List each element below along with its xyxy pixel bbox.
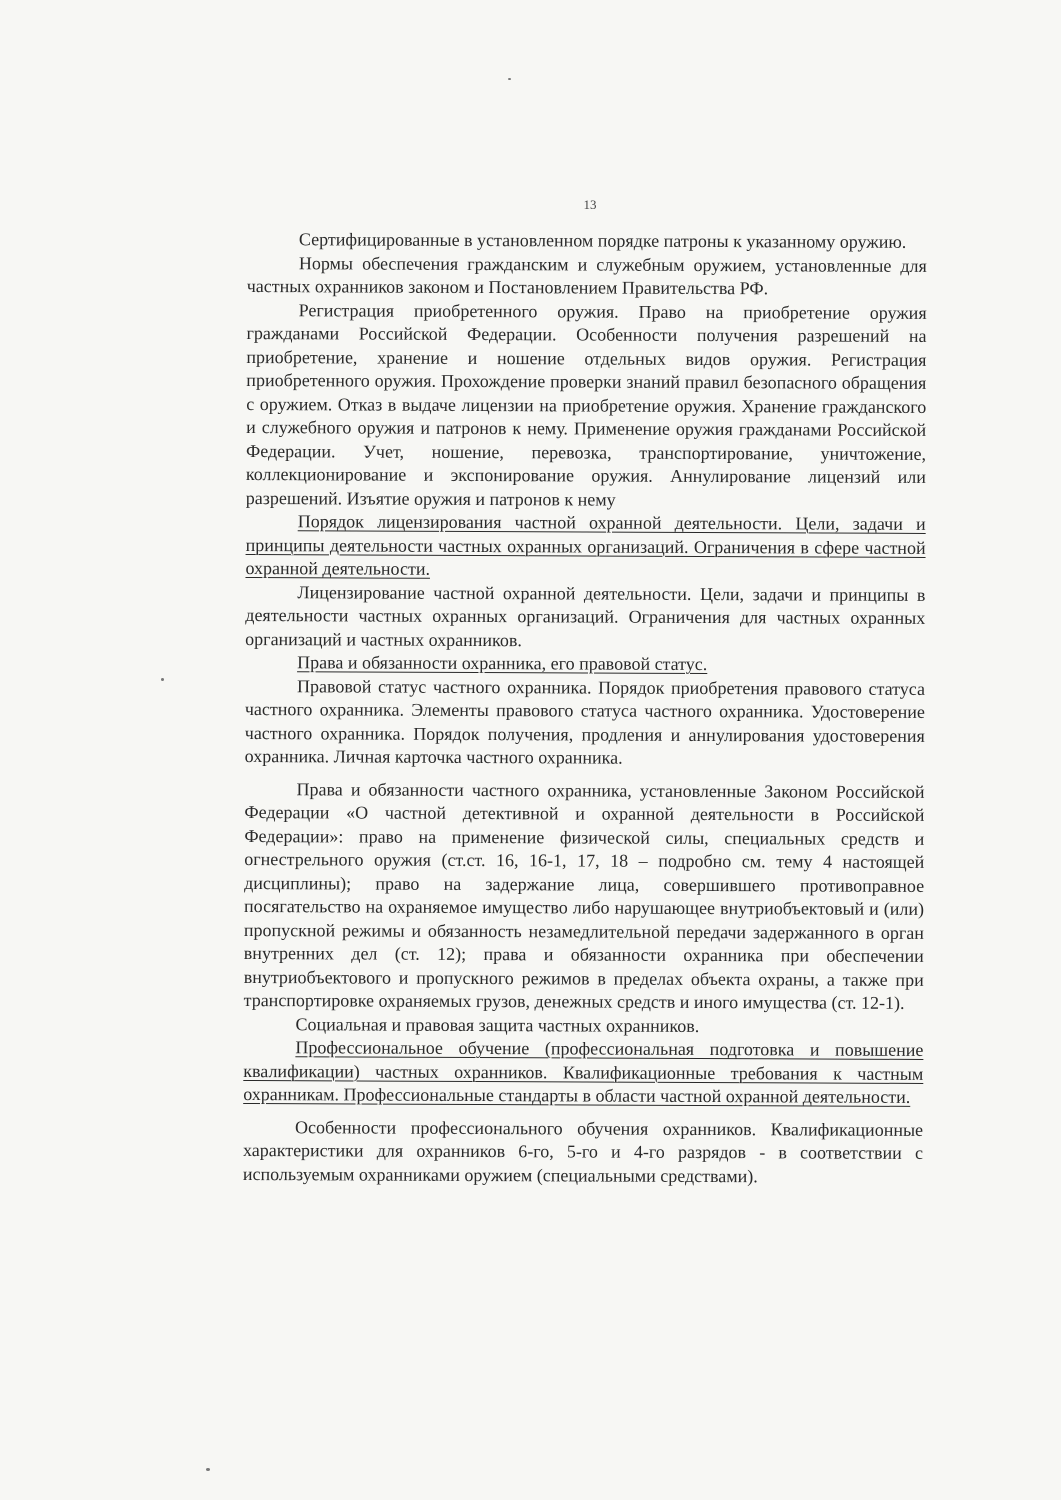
paragraph-legal-status: Правовой статус частного охранника. Порядок приобретения правового статуса частного охранника. Элементы правового статуса частного охранника. Удостоверение частного охранника. Порядок получения, продления и аннулирования удостоверения охранника. Личная карточка частного охранника. — [244, 675, 926, 768]
scan-speck — [508, 78, 511, 80]
scan-speck — [161, 678, 164, 681]
page-number: 13 — [583, 197, 597, 212]
topic-heading-licensing: Порядок лицензирования частной охранной деятельности. Цели, задачи и принципы деятельности частных охранных организаций. Ограничения в сфере частной охранной деятельности. — [245, 511, 926, 579]
paragraph-cartridges: Сертифицированные в установленном порядке патроны к указанному оружию. — [298, 229, 907, 252]
paragraph-weapon-norms: Нормы обеспечения гражданским и служебным оружием, установленные для частных охранников законом и Постановлением Правительства РФ. — [246, 252, 927, 299]
paragraph-training: Особенности профессионального обучения охранников. Квалификационные характеристики для охранников 6-го, 5-го и 4-го разрядов - в соответствии с используемым охранниками оружием (специальными средствами). — [242, 1116, 924, 1186]
scan-speck — [206, 1468, 210, 1471]
paragraph-licensing: Лицензирование частной охранной деятельности. Цели, задачи и принципы в деятельности частных охранных организаций. Ограничения для частных охранных организаций и частных охранников. — [245, 581, 926, 650]
paragraph-weapon-registration: Регистрация приобретенного оружия. Право на приобретение оружия гражданами Российской Федерации. Особенности получения разрешений на приобретение, хранение и ношение отдельных видов оружия. Регистрация приобретенного оружия. Прохождение проверки знаний правил безопасного обращения с оружием. Отказ в выдаче лицензии на приобретение оружия. Хранение гражданского и служебного оружия и патронов к нему. Применение оружия гражданами Российской Федерации. Учет, ношение, перевозка, транспортирование, уничтожение, коллекционирование и экспонирование оружия. Аннулирование лицензий или разрешений. Изъятие оружия и патронов к нему — [245, 299, 927, 510]
topic-heading-training: Профессиональное обучение (профессиональная подготовка и повышение квалификации) частных охранников. Квалификационные требования к частным охранникам. Профессиональные стандарты в области частной охранной деятельности. — [243, 1037, 924, 1107]
paragraph-rights-duties: Права и обязанности частного охранника, установленные Законом Российской Федерации «О частной детективной и охранной деятельности в Российской Федерации»: право на применение физической силы, специальных средств и огнестрельного оружия (ст.ст. 16, 16-1, 17, 18 – подробно см. тему 4 настоящей дисциплины); право на задержание лица, совершившего противоправное посягательство на охраняемое имущество либо нарушающее внутриобъектовый и (или) пропускной режимы и обязанность незамедлительной передачи задержанного в орган внутренних дел (ст. 12); права и обязанности охранника при обеспечении внутриобъектового и пропускного режимов в пределах объекта охраны, а также при транспортировке охраняемых грузов, денежных средств и иного имущества (ст. 12-1). — [243, 778, 925, 1013]
paragraph-social-protection: Социальная и правовая защита частных охранников. — [295, 1013, 700, 1036]
document-body — [243, 228, 927, 1189]
topic-heading-guard-rights: Права и обязанности охранника, его правовой статус. — [297, 652, 708, 675]
